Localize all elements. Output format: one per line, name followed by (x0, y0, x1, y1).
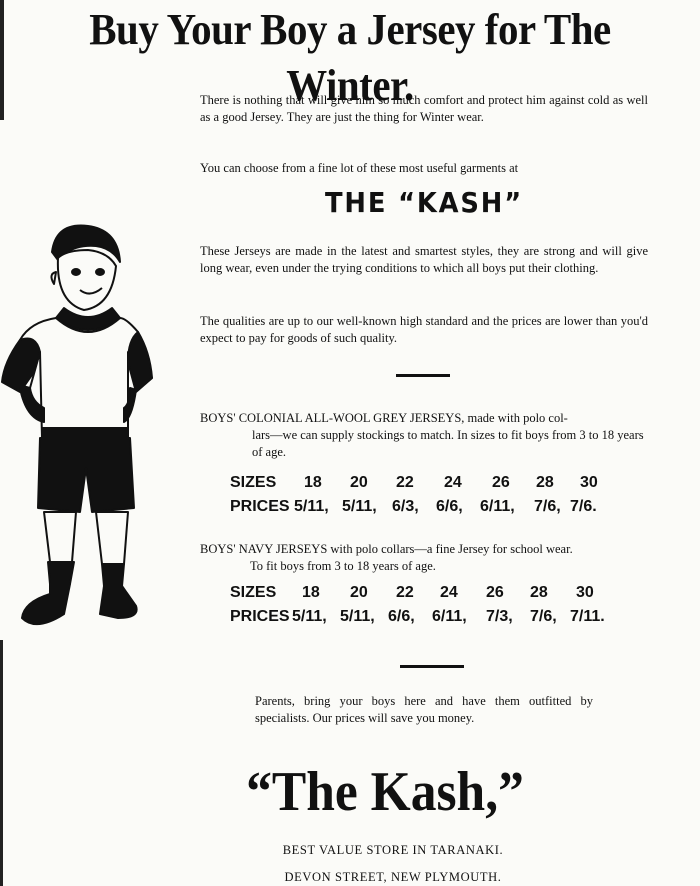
item-title-rest: To fit boys from 3 to 18 years of age. (250, 559, 436, 573)
item-navy-size-price-table (230, 581, 650, 629)
page-edge-shadow (0, 0, 4, 120)
price-cell: 7/11. (570, 608, 605, 625)
size-cell: 28 (530, 584, 548, 601)
intro-paragraph: There is nothing that will give him so much comfort and protect him against cold as well as a good Jersey. They are just the thing for Winter wear. (200, 93, 648, 124)
size-cell: 20 (350, 474, 368, 491)
item-title-first: BOYS' NAVY JERSEYS with polo collars—a fine Jersey for school wear. (200, 542, 573, 556)
size-cell: 18 (304, 474, 322, 491)
sizes-label: SIZES (230, 584, 277, 601)
divider-rule (400, 665, 464, 668)
parents-paragraph: Parents, bring your boys here and have them outfitted by specialists. Our prices will save you money. (255, 694, 593, 725)
sizes-label: SIZES (230, 474, 277, 491)
sizes-row (230, 471, 650, 495)
item-title-rest: lars—we can supply stockings to match. In sizes to fit boys from 3 to 18 years of age. (252, 428, 644, 459)
item-navy-jerseys-description (200, 541, 648, 575)
size-cell: 18 (302, 584, 320, 601)
item-colonial-size-price-table (230, 471, 650, 519)
size-cell: 28 (536, 474, 554, 491)
price-cell: 7/3, (486, 608, 513, 625)
price-cell: 7/6, (534, 498, 561, 515)
quality-paragraph: The qualities are up to our well-known high standard and the prices are lower than you'd expect to pay for goods of such quality. (200, 314, 648, 345)
price-cell: 5/11, (292, 608, 327, 625)
item-title-first: BOYS' COLONIAL ALL-WOOL GREY JERSEYS, made with polo col- (200, 411, 568, 425)
price-cell: 7/6. (570, 498, 597, 515)
size-cell: 20 (350, 584, 368, 601)
prices-row (230, 495, 650, 519)
price-cell: 5/11, (342, 498, 377, 515)
size-cell: 24 (444, 474, 462, 491)
size-cell: 24 (440, 584, 458, 601)
prices-label: PRICES (230, 498, 290, 515)
price-cell: 7/6, (530, 608, 557, 625)
headline: Buy Your Boy a Jersey for The Winter. (89, 5, 611, 110)
size-cell: 30 (576, 584, 594, 601)
size-cell: 22 (396, 584, 414, 601)
store-name-mid: THE “KASH” (325, 186, 523, 219)
size-cell: 26 (492, 474, 510, 491)
price-cell: 6/6, (436, 498, 463, 515)
price-cell: 6/3, (392, 498, 419, 515)
size-cell: 22 (396, 474, 414, 491)
store-name-big: “The Kash,” (246, 761, 524, 823)
footer-address: DEVON STREET, NEW PLYMOUTH. (284, 870, 502, 884)
size-cell: 30 (580, 474, 598, 491)
styles-paragraph: These Jerseys are made in the latest and smartest styles, they are strong and will give long wear, even under the trying conditions to which all boys put their clothing. (200, 244, 648, 275)
price-cell: 6/11, (480, 498, 515, 515)
divider-rule (396, 374, 450, 377)
item-colonial-jerseys-description (200, 410, 648, 461)
price-cell: 6/6, (388, 608, 415, 625)
sizes-row (230, 581, 650, 605)
boy-illustration (0, 222, 158, 642)
prices-label: PRICES (230, 608, 290, 625)
prices-row (230, 605, 650, 629)
footer-slogan: BEST VALUE STORE IN TARANAKI. (282, 843, 504, 857)
price-cell: 6/11, (432, 608, 467, 625)
size-cell: 26 (486, 584, 504, 601)
choose-paragraph: You can choose from a fine lot of these most useful garments at (200, 161, 519, 175)
price-cell: 5/11, (294, 498, 329, 515)
price-cell: 5/11, (340, 608, 375, 625)
